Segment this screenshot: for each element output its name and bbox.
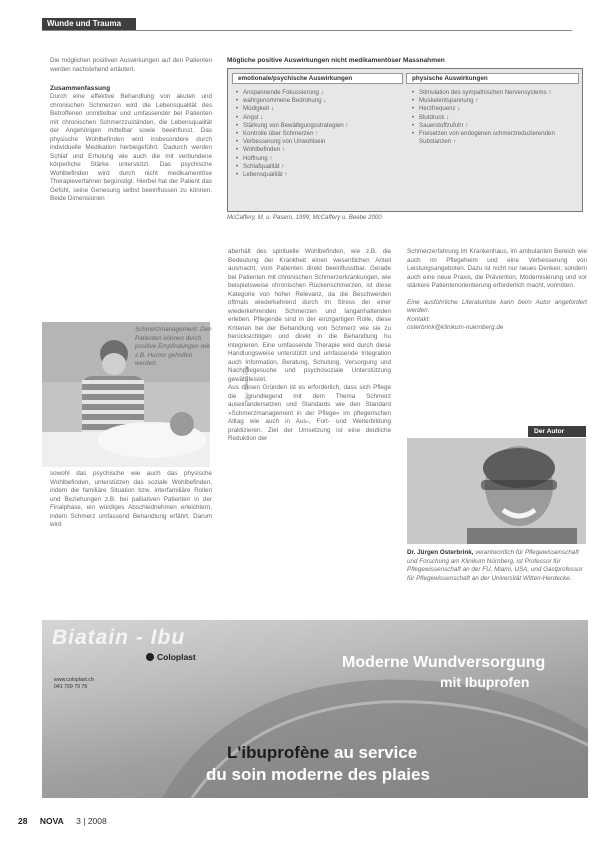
column-2 xyxy=(228,248,391,444)
photo-credit: Foto: Sandra Kuhl xyxy=(244,365,249,402)
contact-label: Kontakt: xyxy=(407,315,431,323)
table-title: Mögliche positive Auswirkungen nicht medikamentöser Massnahmen xyxy=(227,57,445,64)
magazine-name: NOVA xyxy=(39,816,64,826)
contact-email[interactable]: osterbrink@klinikum-nuernberg.de xyxy=(407,324,504,331)
author-description: verantwortlich für Pflegewissenschaft und Forschung am Klinikum Nürnberg, ist Professor für Pflegewissenschaft an der FU, Miami, USA, und Gastprofessor für Pflegewissenschaft an der Universität Witten-Herdecke. xyxy=(407,549,583,582)
top-rule xyxy=(42,30,572,31)
literature-note: Eine ausführliche Literaturliste kann beim Autor angefordert werden. xyxy=(407,298,587,314)
author-name: Dr. Jürgen Osterbrink, xyxy=(407,549,474,556)
list-item: • Anspannende Fokussierung ↓ xyxy=(243,89,409,97)
effects-table xyxy=(227,68,583,212)
ad-tagline-1 xyxy=(227,743,417,763)
list-item: • Schlafqualität ↑ xyxy=(243,163,409,171)
summary-heading: Zusammenfassung xyxy=(50,85,111,92)
ad-tagline-1-light: au service xyxy=(334,743,418,762)
column-1-bottom: sowohl das psychische wie auch das physische Wohlbefinden, unterstützen das soziale Wohlbefinden, indem die familiäre Situation bzw. interfamiliäre Rollen und Beziehungen z.B. bei palliativen Patienten in der Finalphase, ein würdiges Abschiednehmen erleichtern, indem Schmerz umfassend Behandlung erfährt. Darum wird xyxy=(50,470,212,528)
table-source: McCaffery, M. u. Pasero, 1999; McCaffery u. Beebe 2000 xyxy=(227,214,382,221)
ad-tagline-2-dark: des plaies xyxy=(347,765,430,784)
spacer xyxy=(50,74,212,84)
author-photo xyxy=(407,438,586,544)
issue-number: 3 | 2008 xyxy=(76,816,107,826)
column-3 xyxy=(407,248,587,333)
spacer xyxy=(407,291,587,299)
ad-tagline-2-light: du soin moderne xyxy=(206,765,343,784)
list-item: • Angst ↓ xyxy=(243,114,409,122)
list-item: • Herzfrequenz ↓ xyxy=(419,105,585,113)
list-item: • Wohlbefinden ↑ xyxy=(243,146,409,154)
ad-contact xyxy=(54,677,94,691)
coloplast-logo xyxy=(146,652,196,662)
list-item: • Hoffnung ↑ xyxy=(243,155,409,163)
list-item: • Verbesserung von Unwohlsein xyxy=(243,138,409,146)
list-item: • Sauerstoffzufuhr ↑ xyxy=(419,122,585,130)
ad-phone: 041 799 79 79 xyxy=(54,684,88,690)
author-bio xyxy=(407,549,587,583)
logo-dot-icon xyxy=(146,653,154,661)
author-portrait xyxy=(407,438,586,544)
advertisement[interactable] xyxy=(42,620,588,798)
column-3-paragraph: Schmerzerfahrung im Krankenhaus, im ambulanten Bereich wie auch im Pflegeheim und eine Verbesserung von Leistungsangeboten. Dazu ist nicht nur neues Denken, sondern auch eine neue Praxis, die Prävention, Modernisierung und vor stärkere Patientenorientierung erforderlich macht, vonnöten. xyxy=(407,248,587,289)
ad-brand: Biatain - Ibu xyxy=(52,626,186,649)
summary-paragraph: Durch eine effektive Behandlung von akuten und chronischen Schmerzen wird die Lebensqualität des Betroffenen unmittelbar und umfassender bei Patienten mit chronischen Schmerzzuständen, die Lebensqualität der Angehörigen mittelbar sowie beeinflusst. Das physische Wohlbefinden wird insbesondere durch individuelle Medikation herbeigeführt. Dadurch werden Schlaf und Erholung wie auch die mit verbundene körperliche Stärke unterstützt. Das psychische Wohlbefinden wird durch nicht medikamentöse Therapieverfahren begünstigt. Hierbei hat der Patient das Gefühl, seine Genesung selbst beeinflussen zu können. Beide Dimensionen xyxy=(50,93,212,202)
ad-headline-1: Moderne Wundversorgung xyxy=(342,654,546,671)
intro-paragraph: Die möglichen positiven Auswirkungen auf den Patienten werden nachstehend erläutert. xyxy=(50,57,212,73)
column-1-top xyxy=(50,57,212,204)
ad-headline-2: mit Ibuprofen xyxy=(440,674,530,690)
physical-effects-list xyxy=(410,89,585,146)
list-item: • wahrgenommene Bedrohung ↓ xyxy=(243,97,409,105)
list-item: • Lebensqualität ↑ xyxy=(243,171,409,179)
emotional-effects-list xyxy=(234,89,409,179)
author-header: Der Autor xyxy=(528,426,586,437)
list-item: • Kontrolle über Schmerzen ↑ xyxy=(243,130,409,138)
logo-text: Coloplast xyxy=(157,652,196,662)
table-header-physical: physische Auswirkungen xyxy=(406,73,579,84)
list-item: • Stärkung von Bewältigungsstrategien ↑ xyxy=(243,122,409,130)
ad-tagline-2 xyxy=(206,765,430,785)
list-item: • Freisetzen von endogenen schmerzreduzierenden Substanzen ↑ xyxy=(419,130,585,146)
list-item: • Müdigkeit ↓ xyxy=(243,105,409,113)
list-item: • Blutdruck ↓ xyxy=(419,114,585,122)
ad-tagline-1-dark: L'ibuprofène xyxy=(227,743,330,762)
list-item: • Stimulation des sympathischen Nervensystems ↑ xyxy=(419,89,585,97)
photo-caption: Schmerzmanagement: Den Patienten können durch positive Empfindungen wie z.B. Humor geholfen werden. xyxy=(135,326,212,367)
list-item: • Muskelentspannung ↑ xyxy=(419,97,585,105)
section-tag: Wunde und Trauma xyxy=(42,18,136,30)
table-header-emotional: emotionale/psychische Auswirkungen xyxy=(232,73,403,84)
column-2-paragraph-1: aberhält des spirituelle Wohlbefinden, wie z.B. die Bedeutung der Krankheit einen wesentlichen Anteil ausmacht, vom Patienten direkt beeinflusstbar. Gerade bei Patienten mit chronischen Schmerzerkrankungen, wie beispielsweise chronischen Rückenschmerzen, ist diese Kategorie von hoher Relevanz, da die Beschwerden oftmals wiederkehrend durch im Stress der einer wiederkehrenden Schmerzen und langanhaltenden erleben. Pflegende sind in der einzigartigen Rolle, diese Kriterien bei der Behandlung von Schmerz wie sie zu berücksichtigen und direkt in die Behandlung hu integrieren. Eine umfassende Therapie wird durch diese Handlungsweise unterstützt und umfassende Integration auch Information, Beratung, Schulung, Versorgung und Nachpflegesuche und psychosoziale Unterstützung gewährleistet. xyxy=(228,248,391,383)
column-2-paragraph-2: Aus diesen Gründen ist es erforderlich, dass sich Pflege die grundlegend mit dem Thema Schmerz auseinandersetzen und Standards wie den Standard »Schmerzmanagement in der Pflege« im pflegerischen Alltag wie auch in Aus-, Fort- und Weiterbildung praktizieren. Ziel der Umsetzung ist eine deutliche Reduktion der xyxy=(228,384,391,442)
page-footer xyxy=(18,816,107,826)
ad-website: www.coloplast.ch xyxy=(54,677,94,683)
page-number: 28 xyxy=(18,816,28,826)
